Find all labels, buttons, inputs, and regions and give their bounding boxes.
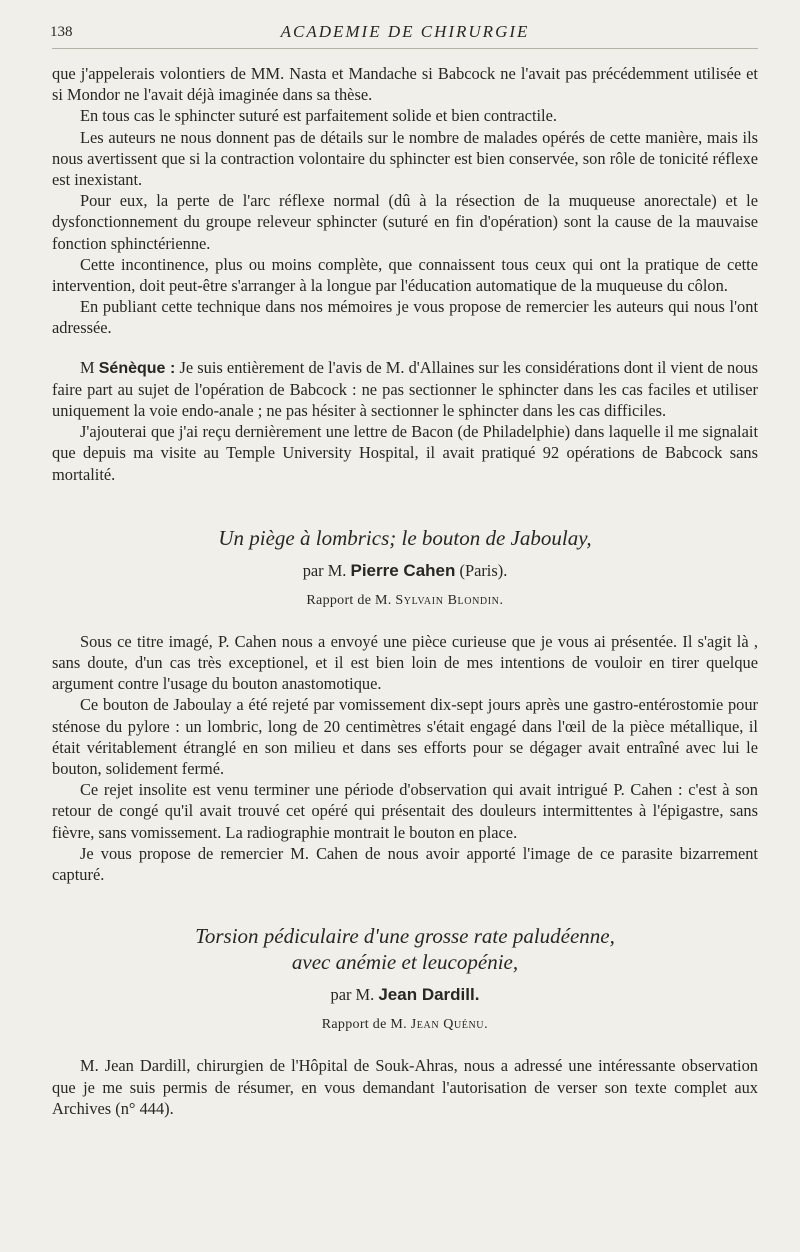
running-title: ACADEMIE DE CHIRURGIE xyxy=(280,22,530,41)
speaker-name: Sénèque : xyxy=(98,359,176,377)
section-continuation xyxy=(52,63,758,339)
page xyxy=(52,22,758,1119)
report-line xyxy=(52,1017,758,1033)
paragraph: J'ajouterai que j'ai reçu dernièrement une lettre de Bacon (de Philadelphie) dans laquelle il me signalait que depuis ma visite au Temple University Hospital, il avait pratiqué 92 opérations de Babcock sans mortalité. xyxy=(52,422,758,484)
article-torsion xyxy=(52,923,758,1119)
discussion-text: Je suis entièrement de l'avis de M. d'Allaines sur les considérations dont il vient de nous faire part au sujet de l'opération de Babcock : ne pas sectionner le sphincter dans les cas faciles et utiliser uniquement la voie endo-anale ; ne pas hésiter à sectionner le sphincter dans les cas difficiles. xyxy=(52,357,759,421)
paragraph: que j'appelerais volontiers de MM. Nasta et Mandache si Babcock ne l'avait pas précédemment utilisée et si Mondor ne l'avait déjà imaginée dans sa thèse. xyxy=(52,64,758,105)
byline-prefix: par M. xyxy=(330,985,375,1005)
discussion-paragraph xyxy=(52,357,758,422)
report-line xyxy=(52,593,758,609)
article-title-line1: Torsion pédiculaire d'une grosse rate paludéenne, xyxy=(195,924,615,949)
paragraph: Ce rejet insolite est venu terminer une période d'observation qui avait intrigué P. Cahen : c'est à son retour de congé qu'il avait trouvé cet opéré qui présentait des douleurs intermittentes à l'épigastre, sans fièvre, sans vomissement. La radiographie montrait le bouton en place. xyxy=(52,780,758,842)
paragraph: Je vous propose de remercier M. Cahen de nous avoir apporté l'image de ce parasite bizarrement capturé. xyxy=(52,843,758,885)
paragraph: En tous cas le sphincter suturé est parfaitement solide et bien contractile. xyxy=(80,106,557,126)
reporter-name: Sylvain Blondin. xyxy=(395,592,504,608)
byline xyxy=(52,561,758,581)
report-prefix: Rapport de M. xyxy=(321,1017,407,1033)
discussion xyxy=(52,357,758,485)
page-number: 138 xyxy=(50,24,73,40)
paragraph: Ce bouton de Jaboulay a été rejeté par vomissement dix-sept jours après une gastro-entérostomie pour sténose du pylore : un lombric, long de 20 centimètres s'était engagé dans l'œil de la pièce métallique, il était véritablement étranglé en son milieu et dans ses efforts pour se dégager avait entraîné avec lui le bouton, solidement fermé. xyxy=(52,695,758,779)
author-name: Jean Dardill. xyxy=(378,985,480,1005)
paragraph: En publiant cette technique dans nos mémoires je vous propose de remercier les auteurs qui nous l'ont adressée. xyxy=(52,297,758,338)
article-title: Un piège à lombrics; le bouton de Jaboulay, xyxy=(218,525,592,550)
running-header xyxy=(52,22,758,49)
author-name: Pierre Cahen xyxy=(350,560,456,580)
speaker-prefix: M xyxy=(80,357,95,377)
byline-prefix: par M. xyxy=(302,560,347,580)
paragraph: Sous ce titre imagé, P. Cahen nous a envoyé une pièce curieuse que je vous ai présentée. Il s'agit là , sans doute, d'un cas très exceptionel, et il est bien loin de mes intentions de vouloir en tirer quelque argument contre l'usage du bouton anastomotique. xyxy=(52,631,758,694)
paragraph: Pour eux, la perte de l'arc réflexe normal (dû à la résection de la muqueuse anorectale) et le dysfonctionnement du groupe releveur sphincter (suturé en fin d'opération) sont la cause de la mauvaise fonction sphinctérienne. xyxy=(52,191,758,253)
reporter-name: Jean Quénu. xyxy=(410,1017,489,1033)
paragraph: Les auteurs ne nous donnent pas de détails sur le nombre de malades opérés de cette manière, mais ils nous avertissent que si la contraction volontaire du sphincter est bien conservée, son rôle de tonicité réflexe est inexistant. xyxy=(52,127,758,190)
author-location: (Paris). xyxy=(459,560,508,580)
article-jaboulay xyxy=(52,525,758,885)
report-prefix: Rapport de M. xyxy=(306,592,392,608)
byline xyxy=(52,985,758,1005)
paragraph: M. Jean Dardill, chirurgien de l'Hôpital de Souk-Ahras, nous a adressé une intéressante observation que je me suis permis de résumer, en vous demandant l'autorisation de verser son texte complet aux Archives (n° 444). xyxy=(52,1056,758,1118)
paragraph: Cette incontinence, plus ou moins complète, que connaissent tous ceux qui ont la pratique de cette intervention, doit peut-être s'arranger à la longue par l'éducation automatique de la muqueuse du côlon. xyxy=(52,254,758,296)
article-title-line2: avec anémie et leucopénie, xyxy=(291,950,519,975)
